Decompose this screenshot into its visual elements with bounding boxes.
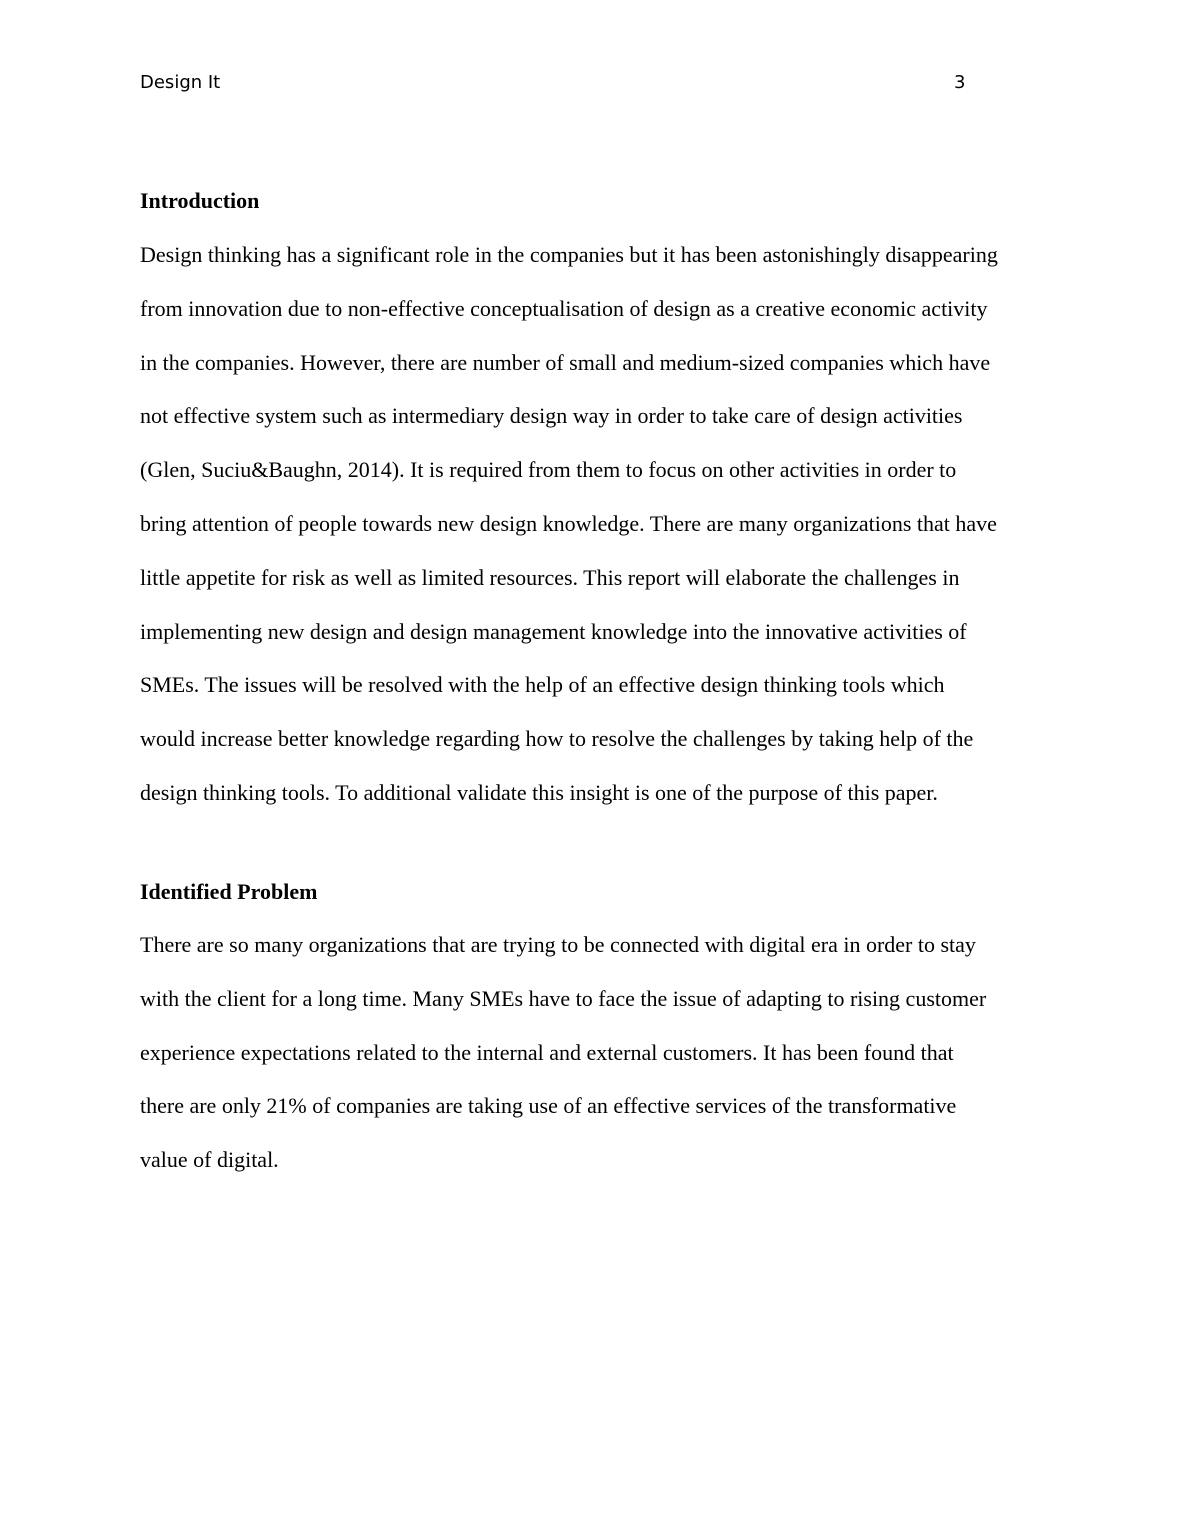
paragraph-line: design thinking tools. To additional validate this insight is one of the purpose of this paper. — [140, 779, 938, 805]
page-number: 3 — [954, 72, 966, 93]
paragraph-line: Design thinking has a significant role in the companies but it has been astonishingly disappearing — [140, 242, 998, 267]
paragraph-line: experience expectations related to the internal and external customers. It has been found that — [140, 1039, 954, 1065]
paragraph-line: little appetite for risk as well as limited resources. This report will elaborate the challenges in — [140, 564, 960, 590]
identified-problem-paragraph — [140, 918, 986, 1187]
paragraph-line: SMEs. The issues will be resolved with the help of an effective design thinking tools which — [140, 672, 945, 698]
introduction-paragraph — [140, 228, 998, 820]
paragraph-line: (Glen, Suciu&Baughn, 2014). It is required from them to focus on other activities in order to — [140, 457, 957, 483]
paragraph-line: not effective system such as intermediary design way in order to take care of design activities — [140, 403, 963, 429]
running-head: Design It — [140, 72, 221, 93]
paragraph-line: would increase better knowledge regarding how to resolve the challenges by taking help of the — [140, 726, 974, 752]
section-heading-introduction: Introduction — [140, 188, 260, 213]
paragraph-line: bring attention of people towards new design knowledge. There are many organizations that have — [140, 510, 997, 536]
paragraph-line: with the client for a long time. Many SMEs have to face the issue of adapting to rising customer — [140, 985, 987, 1011]
paragraph-line: from innovation due to non-effective conceptualisation of design as a creative economic activity — [140, 295, 988, 321]
paragraph-line: in the companies. However, there are number of small and medium-sized companies which have — [140, 349, 991, 375]
paragraph-line: value of digital. — [140, 1147, 279, 1173]
section-heading-identified-problem: Identified Problem — [140, 879, 318, 904]
paragraph-line: implementing new design and design management knowledge into the innovative activities of — [140, 618, 967, 644]
paragraph-line: there are only 21% of companies are taking use of an effective services of the transformative — [140, 1093, 957, 1119]
paragraph-line: There are so many organizations that are trying to be connected with digital era in order to stay — [140, 932, 976, 957]
